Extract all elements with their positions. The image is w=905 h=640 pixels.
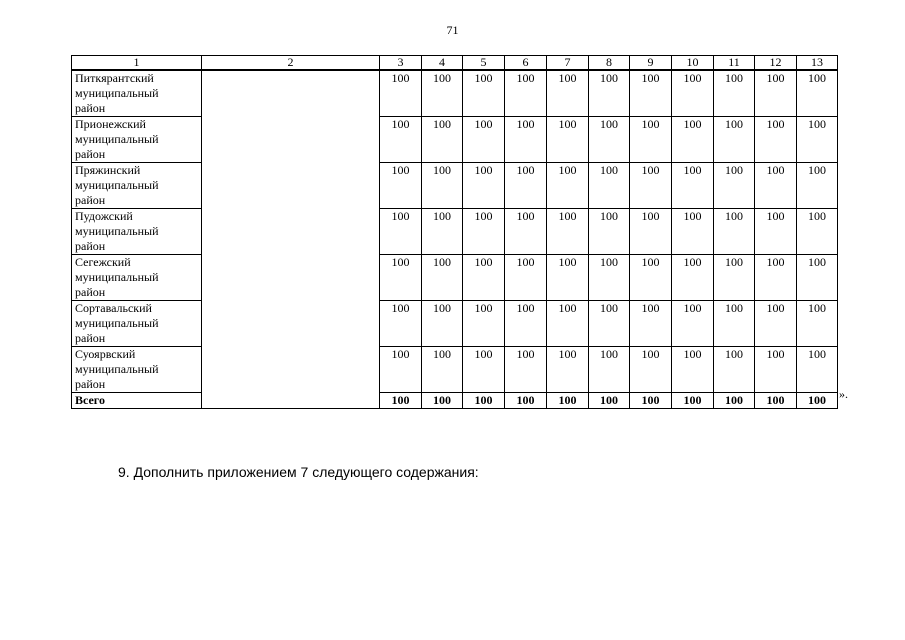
value-cell: 100: [422, 70, 463, 117]
value-cell: 100: [505, 347, 547, 393]
value-cell: 100: [463, 117, 505, 163]
value-cell: 100: [755, 255, 797, 301]
column-header: 13: [797, 56, 838, 71]
column-2-cell: [202, 70, 380, 409]
value-cell: 100: [547, 255, 589, 301]
value-cell: 100: [714, 117, 755, 163]
total-value-cell: 100: [463, 393, 505, 409]
district-name-line: муниципальный: [75, 178, 159, 192]
value-cell: 100: [380, 209, 422, 255]
value-cell: 100: [422, 163, 463, 209]
column-header: 7: [547, 56, 589, 71]
value-cell: 100: [630, 209, 672, 255]
district-name-line: муниципальный: [75, 86, 159, 100]
total-value-cell: 100: [797, 393, 838, 409]
column-header: 5: [463, 56, 505, 71]
value-cell: 100: [589, 301, 630, 347]
value-cell: 100: [797, 301, 838, 347]
value-cell: 100: [589, 209, 630, 255]
value-cell: 100: [672, 163, 714, 209]
value-cell: 100: [714, 255, 755, 301]
value-cell: 100: [463, 209, 505, 255]
total-value-cell: 100: [380, 393, 422, 409]
value-cell: 100: [422, 347, 463, 393]
value-cell: 100: [422, 117, 463, 163]
value-cell: 100: [630, 301, 672, 347]
value-cell: 100: [422, 255, 463, 301]
value-cell: 100: [797, 255, 838, 301]
value-cell: 100: [380, 70, 422, 117]
value-cell: 100: [422, 209, 463, 255]
total-value-cell: 100: [589, 393, 630, 409]
district-name-cell: [72, 70, 202, 117]
page-number: 71: [446, 23, 459, 37]
value-cell: 100: [714, 301, 755, 347]
district-name-line: район: [75, 331, 106, 345]
value-cell: 100: [714, 209, 755, 255]
table-row: [72, 70, 838, 117]
value-cell: 100: [505, 117, 547, 163]
district-name-line: муниципальный: [75, 316, 159, 330]
value-cell: 100: [714, 163, 755, 209]
total-value-cell: 100: [547, 393, 589, 409]
table-row: [72, 117, 838, 163]
value-cell: 100: [714, 70, 755, 117]
column-header: 10: [672, 56, 714, 71]
total-row: [72, 393, 838, 409]
value-cell: 100: [380, 163, 422, 209]
district-name-cell: [72, 163, 202, 209]
table-header-row: [72, 56, 838, 71]
value-cell: 100: [463, 255, 505, 301]
value-cell: 100: [714, 347, 755, 393]
value-cell: 100: [672, 301, 714, 347]
value-cell: 100: [630, 117, 672, 163]
table-row: [72, 255, 838, 301]
district-name-line: муниципальный: [75, 132, 159, 146]
value-cell: 100: [463, 301, 505, 347]
column-header: 2: [202, 56, 380, 71]
district-name-line: район: [75, 377, 106, 391]
value-cell: 100: [755, 347, 797, 393]
value-cell: 100: [630, 163, 672, 209]
closing-quote: ».: [839, 387, 848, 401]
table-row: [72, 301, 838, 347]
table-row: [72, 163, 838, 209]
table-row: [72, 347, 838, 393]
table-row: [72, 209, 838, 255]
value-cell: 100: [672, 209, 714, 255]
value-cell: 100: [547, 117, 589, 163]
value-cell: 100: [547, 301, 589, 347]
value-cell: 100: [380, 347, 422, 393]
district-name-line: муниципальный: [75, 270, 159, 284]
district-name-line: муниципальный: [75, 362, 159, 376]
total-value-cell: 100: [755, 393, 797, 409]
district-name-cell: [72, 255, 202, 301]
value-cell: 100: [380, 255, 422, 301]
value-cell: 100: [755, 209, 797, 255]
district-name-cell: [72, 301, 202, 347]
total-value-cell: 100: [505, 393, 547, 409]
column-header: 8: [589, 56, 630, 71]
value-cell: 100: [630, 255, 672, 301]
value-cell: 100: [589, 70, 630, 117]
district-name-line: Суоярвский: [75, 347, 136, 361]
column-header: 3: [380, 56, 422, 71]
value-cell: 100: [463, 70, 505, 117]
value-cell: 100: [589, 163, 630, 209]
district-name-line: Питкярантский: [75, 71, 154, 85]
total-value-cell: 100: [672, 393, 714, 409]
value-cell: 100: [505, 255, 547, 301]
district-name-line: район: [75, 101, 106, 115]
district-name-line: район: [75, 239, 106, 253]
column-header: 9: [630, 56, 672, 71]
value-cell: 100: [463, 347, 505, 393]
value-cell: 100: [505, 70, 547, 117]
value-cell: 100: [589, 255, 630, 301]
value-cell: 100: [547, 347, 589, 393]
value-cell: 100: [797, 347, 838, 393]
value-cell: 100: [755, 163, 797, 209]
value-cell: 100: [672, 70, 714, 117]
district-name-line: Пряжинский: [75, 163, 141, 177]
value-cell: 100: [797, 117, 838, 163]
value-cell: 100: [672, 255, 714, 301]
value-cell: 100: [547, 70, 589, 117]
value-cell: 100: [755, 117, 797, 163]
value-cell: 100: [797, 70, 838, 117]
value-cell: 100: [463, 163, 505, 209]
value-cell: 100: [589, 117, 630, 163]
total-label: Всего: [72, 393, 202, 409]
instruction-text: 9. Дополнить приложением 7 следующего содержания:: [118, 464, 479, 480]
district-name-line: Прионежский: [75, 117, 146, 131]
value-cell: 100: [422, 301, 463, 347]
district-name-line: муниципальный: [75, 224, 159, 238]
total-value-cell: 100: [422, 393, 463, 409]
district-name-line: Сегежский: [75, 255, 131, 269]
column-header: 11: [714, 56, 755, 71]
value-cell: 100: [755, 70, 797, 117]
column-header: 1: [72, 56, 202, 71]
column-header: 4: [422, 56, 463, 71]
district-name-cell: [72, 117, 202, 163]
value-cell: 100: [755, 301, 797, 347]
value-cell: 100: [797, 163, 838, 209]
district-name-line: Сортавальский: [75, 301, 152, 315]
district-name-line: район: [75, 193, 106, 207]
value-cell: 100: [505, 301, 547, 347]
district-name-cell: [72, 209, 202, 255]
value-cell: 100: [672, 117, 714, 163]
district-name-line: район: [75, 147, 106, 161]
value-cell: 100: [547, 209, 589, 255]
value-cell: 100: [505, 163, 547, 209]
value-cell: 100: [672, 347, 714, 393]
district-name-cell: [72, 347, 202, 393]
column-header: 6: [505, 56, 547, 71]
value-cell: 100: [797, 209, 838, 255]
column-header: 12: [755, 56, 797, 71]
total-value-cell: 100: [630, 393, 672, 409]
allocation-table: [71, 55, 838, 409]
value-cell: 100: [630, 70, 672, 117]
district-name-line: район: [75, 285, 106, 299]
total-value-cell: 100: [714, 393, 755, 409]
value-cell: 100: [380, 117, 422, 163]
value-cell: 100: [589, 347, 630, 393]
value-cell: 100: [380, 301, 422, 347]
district-name-line: Пудожский: [75, 209, 133, 223]
value-cell: 100: [505, 209, 547, 255]
value-cell: 100: [547, 163, 589, 209]
value-cell: 100: [630, 347, 672, 393]
